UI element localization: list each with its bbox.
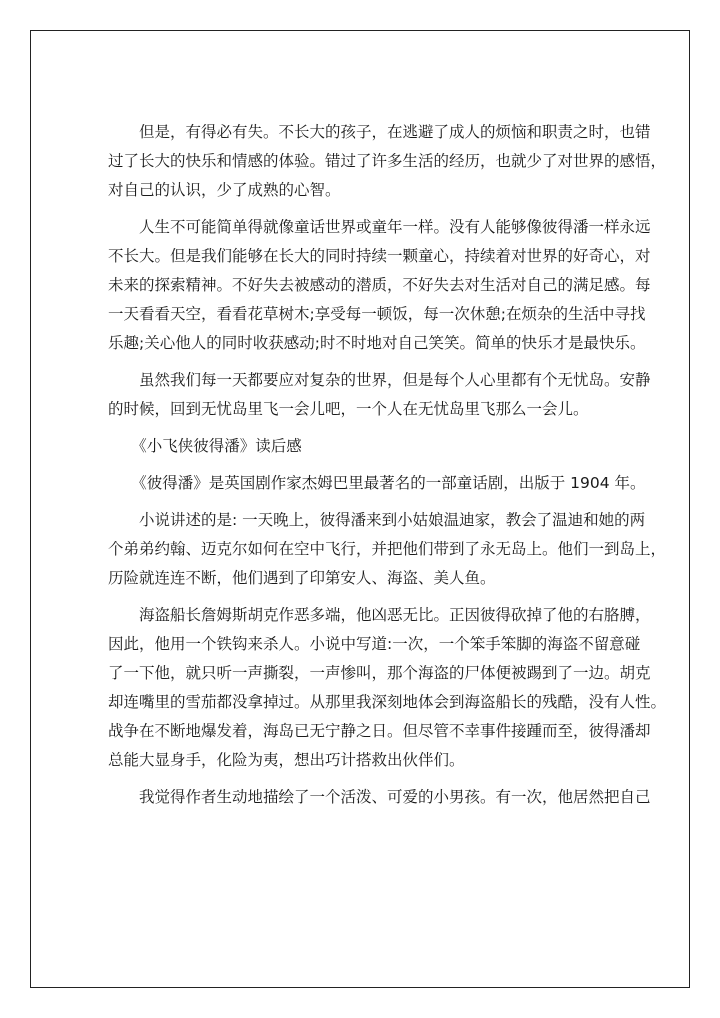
text-line: 了一下他，就只听一声撕裂，一声惨叫，那个海盗的尸体便被踢到了一边。胡克 [108, 664, 651, 682]
text-line: 对自己的认识，少了成熟的心智。 [108, 181, 341, 199]
text-line: 总能大显身手，化险为夷，想出巧计搭救出伙伴们。 [108, 751, 465, 769]
text-line: 一天看看天空，看看花草树木;享受每一顿饭，每一次休憩;在烦杂的生活中寻找 [108, 305, 646, 323]
document-body [108, 118, 667, 812]
text-line: 虽然我们每一天都要应对复杂的世界，但是每个人心里都有个无忧岛。安静 [108, 371, 651, 389]
text-line: 乐趣;关心他人的同时收获感动;时不时地对自己笑笑。简单的快乐才是最快乐。 [108, 334, 646, 352]
text-line: 却连嘴里的雪茄都没拿掉过。从那里我深刻地体会到海盗船长的残酷，没有人性。 [108, 693, 667, 711]
paragraph [108, 469, 646, 498]
text-line: 但是，有得必有失。不长大的孩子，在逃避了成人的烦恼和职责之时，也错 [108, 123, 651, 141]
paragraph [108, 213, 651, 358]
text-line: 个弟弟约翰、迈克尔如何在空中飞行，并把他们带到了永无岛上。他们一到岛上， [108, 540, 667, 558]
text-line: 我觉得作者生动地描绘了一个活泼、可爱的小男孩。有一次，他居然把自己 [108, 788, 651, 806]
text-line: 小说讲述的是: 一天晚上，彼得潘来到小姑娘温迪家，教会了温迪和她的两 [108, 511, 646, 529]
text-line: 因此，他用一个铁钩来杀人。小说中写道:一次，一个笨手笨脚的海盗不留意碰 [108, 635, 641, 653]
text-line: 《小飞侠彼得潘》读后感 [108, 437, 302, 455]
section-title [108, 432, 624, 461]
text-line: 人生不可能简单得就像童话世界或童年一样。没有人能够像彼得潘一样永远 [108, 218, 651, 236]
text-line: 过了长大的快乐和情感的体验。错过了许多生活的经历，也就少了对世界的感悟， [108, 152, 667, 170]
text-line: 《彼得潘》是英国剧作家杰姆巴里最著名的一部童话剧，出版于 1904 年。 [108, 474, 646, 492]
text-line: 历险就连连不断，他们遇到了印第安人、海盗、美人鱼。 [108, 569, 496, 587]
paragraph [108, 118, 667, 205]
text-line: 未来的探索精神。不好失去被感动的潜质，不好失去对生活对自己的满足感。每 [108, 276, 651, 294]
text-line: 海盗船长詹姆斯胡克作恶多端，他凶恶无比。正因彼得砍掉了他的右胳膊， [108, 606, 651, 624]
text-line: 的时候，回到无忧岛里飞一会儿吧，一个人在无忧岛里飞那么一会儿。 [108, 400, 589, 418]
text-line: 不长大。但是我们能够在长大的同时持续一颗童心，持续着对世界的好奇心，对 [108, 247, 651, 265]
paragraph [108, 783, 651, 812]
text-line: 战争在不断地爆发着，海岛已无宁静之日。但尽管不幸事件接踵而至，彼得潘却 [108, 722, 651, 740]
paragraph [108, 506, 667, 593]
paragraph [108, 366, 651, 424]
paragraph [108, 601, 667, 775]
